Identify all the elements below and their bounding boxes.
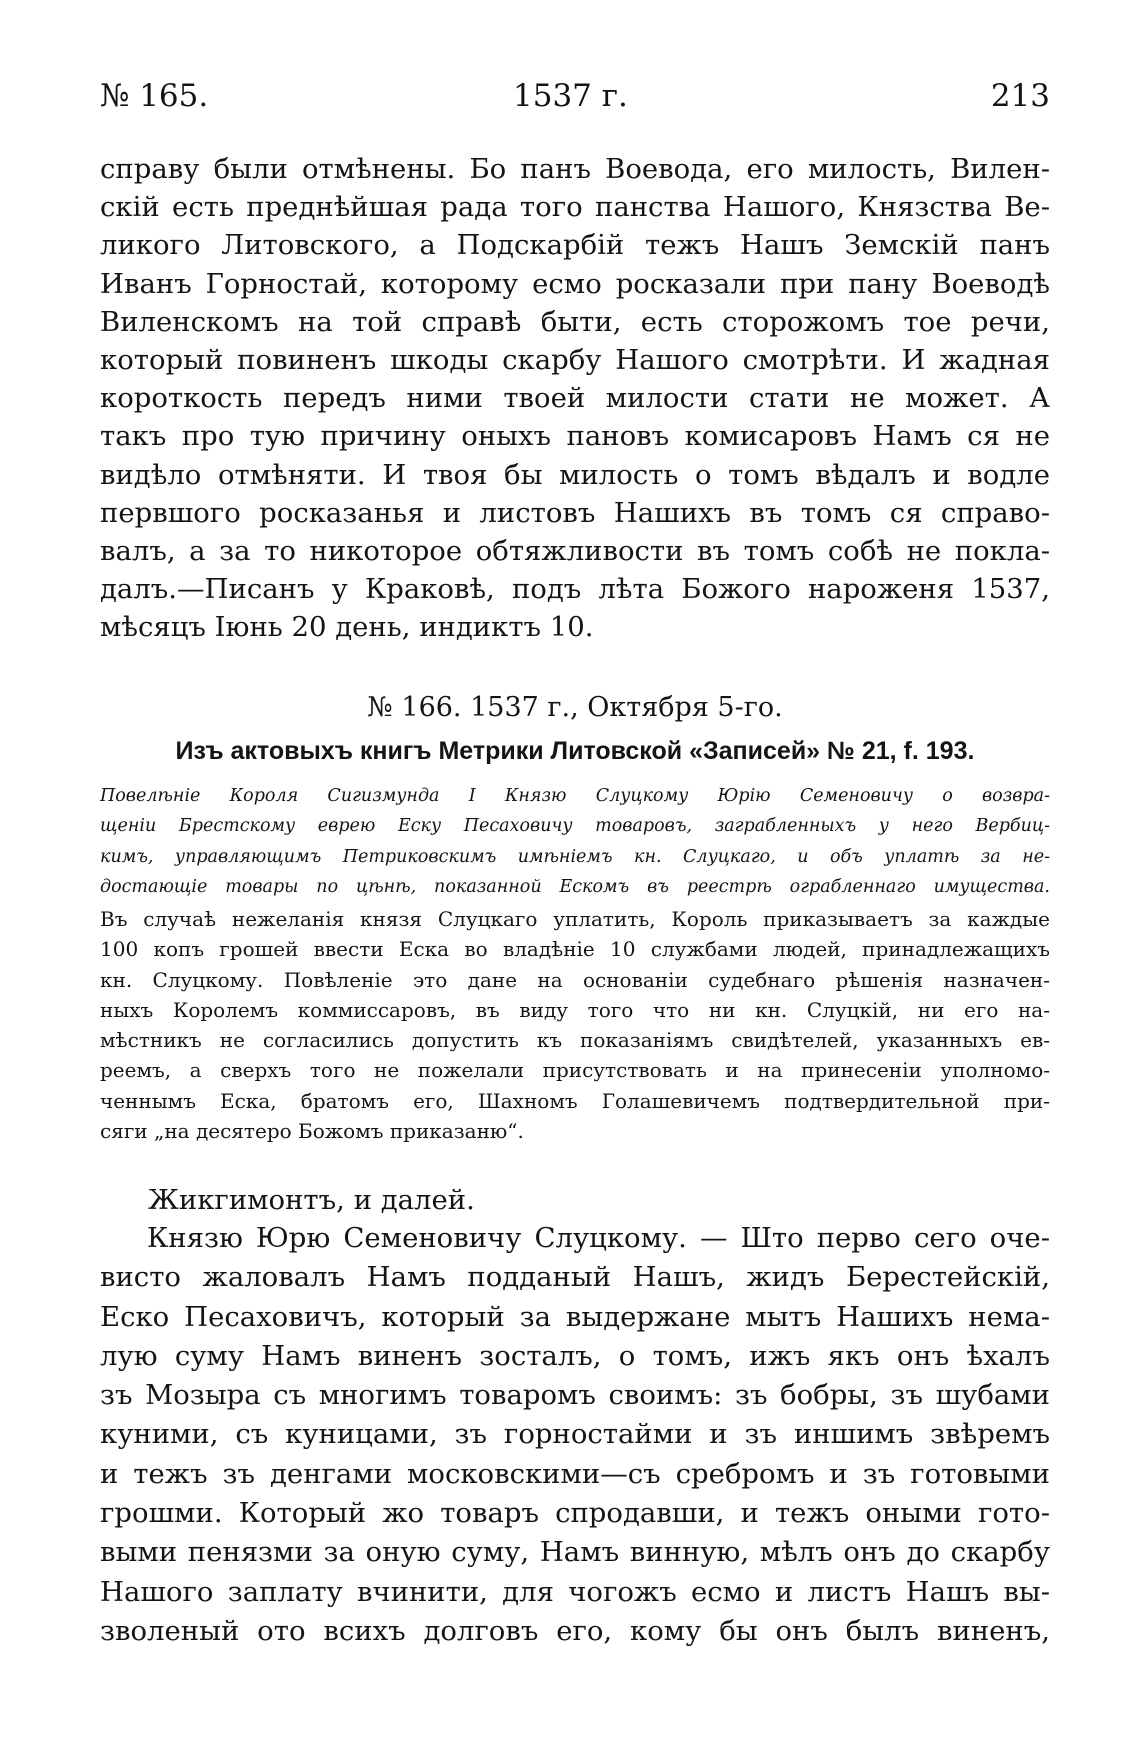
text-line: далъ.—Писанъ у Краковѣ, подъ лѣта Божого нароженя 1537,	[100, 573, 1050, 606]
text-line: зволеный ото всихъ долговъ его, кому бы онъ былъ виненъ,	[100, 1614, 1050, 1647]
summary-line: реемъ, а сверхъ того не пожелали присутствовать и на принесеніи уполномо-	[100, 1058, 1050, 1083]
summary-line: 100 копъ грошей ввести Еска во владѣніе 10 службами людей, принадлежащихъ	[100, 937, 1050, 962]
text-line: выми пенязми за оную суму, Намъ винную, мѣлъ онъ до скарбу	[100, 1536, 1050, 1569]
header-year: 1537 г.	[513, 78, 628, 114]
text-line: Еско Песаховичъ, который за выдержане мытъ Нашихъ нема-	[100, 1300, 1050, 1333]
summary-line: Повелѣніе Короля Сигизмунда I Князю Слуцкому Юрію Семеновичу о возвра-	[100, 786, 1050, 806]
text-line: грошми. Который жо товаръ спродавши, и тежъ оными гото-	[100, 1497, 1050, 1530]
text-line: ликого Литовского, а Подскарбій тежъ Нашъ Земскій панъ	[100, 229, 1050, 262]
summary-line: достающіе товары по цѣнѣ, показанной Ескомъ въ реестрѣ ограбленнаго имущества.	[100, 876, 1050, 897]
summary-line: кн. Слуцкому. Повѣленіе это дане на основаніи судебнаго рѣшенія назначен-	[100, 967, 1050, 992]
text-line: Виленскомъ на той справѣ быти, есть сторожомъ тое речи,	[100, 305, 1050, 338]
text-line: и тежъ зъ денгами московскими—съ сребромъ и зъ готовыми	[100, 1457, 1050, 1490]
summary-line: сяги „на десятеро Божомъ приказаню“.	[100, 1119, 524, 1144]
summary-italic	[100, 781, 1050, 902]
document-title: № 166. 1537 г., Октября 5-го.	[367, 692, 783, 723]
salutation: Жикгимонтъ, и далей.	[148, 1184, 475, 1216]
summary-line: мѣстникъ не согласились допустить къ показаніямъ свидѣтелей, указанныхъ ев-	[100, 1028, 1050, 1053]
text-line: такъ про тую причину оныхъ пановъ комисаровъ Намъ ся не	[100, 420, 1050, 453]
text-line: короткость передъ ними твоей милости стати не может. А	[100, 382, 1050, 415]
header-doc-number: № 165.	[100, 78, 209, 114]
text-line: который повиненъ шкоды скарбу Нашого смотрѣти. И жадная	[100, 343, 1050, 376]
text-line: Нашого заплату вчинити, для чогожъ есмо и листъ Нашъ вы-	[100, 1575, 1050, 1608]
text-line: первшого росказанья и листовъ Нашихъ въ томъ ся справо-	[100, 496, 1050, 529]
text-line: Князю Юрю Семеновичу Слуцкому. — Што перво сего оче-	[147, 1222, 1050, 1254]
summary-line: ныхъ Королемъ коммиссаровъ, въ виду того что ни кн. Слуцкій, ни его на-	[100, 997, 1050, 1022]
running-head	[100, 74, 1050, 118]
text-line: лую суму Намъ виненъ зосталъ, о томъ, ижъ якъ онъ ѣхалъ	[100, 1339, 1050, 1372]
text-line: мѣсяцъ Іюнь 20 день, индиктъ 10.	[100, 611, 594, 644]
summary-line: ченнымъ Еска, братомъ его, Шахномъ Голашевичемъ подтвердительной при-	[100, 1088, 1050, 1113]
text-line: куними, съ куницами, зъ горностайми и зъ иншимъ звѣремъ	[100, 1418, 1050, 1451]
text-line: Иванъ Горностай, которому есмо росказали при пану Воеводѣ	[100, 267, 1050, 300]
text-line: скій есть преднѣйшая рада того панства Нашого, Князства Ве-	[100, 191, 1050, 224]
summary-line: Въ случаѣ нежеланія князя Слуцкаго уплатить, Король приказываетъ за каждые	[100, 907, 1050, 931]
summary-line: щеніи Брестскому еврею Еску Песаховичу товаровъ, заграбленныхъ у него Вербиц-	[100, 816, 1050, 837]
text-line: справу были отмѣнены. Бо панъ Воевода, его милость, Вилен-	[100, 153, 1050, 185]
text-line: висто жаловалъ Намъ подданый Нашъ, жидъ Берестейскій,	[100, 1261, 1050, 1294]
body-text-top	[100, 150, 1050, 646]
text-line: валъ, а за то никоторое обтяжливости въ томъ собѣ не покла-	[100, 534, 1050, 567]
source-reference: Изъ актовыхъ книгъ Метрики Литовской «Записей» № 21, f. 193.	[175, 737, 975, 765]
summary-plain	[100, 904, 1050, 1146]
body-text-bottom	[100, 1219, 1050, 1651]
text-line: зъ Мозыра съ многимъ товаромъ своимъ: зъ бобры, зъ шубами	[100, 1379, 1050, 1412]
page-number: 213	[990, 78, 1050, 114]
text-line: видѣло отмѣняти. И твоя бы милость о томъ вѣдалъ и водле	[100, 458, 1050, 491]
summary-line: кимъ, управляющимъ Петриковскимъ имѣніемъ кн. Слуцкаго, и объ уплатѣ за не-	[100, 846, 1050, 867]
